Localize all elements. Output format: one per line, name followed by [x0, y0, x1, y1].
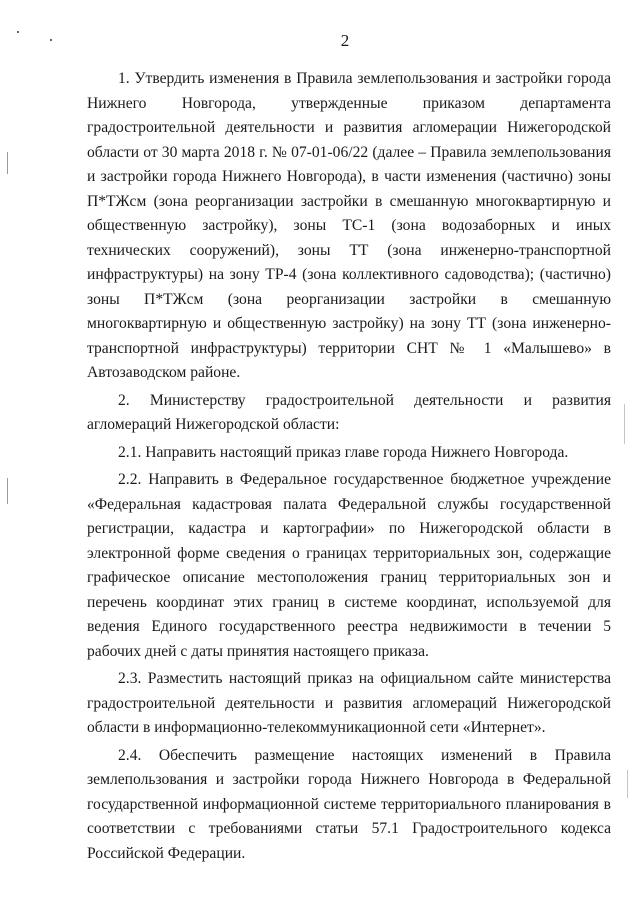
right-edge-speck	[624, 404, 625, 444]
paragraph-1: 1. Утвердить изменения в Правила землепользования и застройки города Нижнего Новгорода, утвержденные приказом департамента градостроительной деятельности и развития агломерации Нижегородской области от 30 марта 2018 г. № 07-01-06/22 (далее – Правила землепользования и застройки города Нижнего Новгорода), в части изменения (частично) зоны П*ТЖсм (зона реорганизации застройки в смешанную многоквартирную и общественную застройку), зоны ТС-1 (зона водозаборных и иных технических сооружений), зоны ТТ (зона инженерно-транспортной инфраструктуры) на зону ТР-4 (зона коллективного садоводства); (частично) зоны П*ТЖсм (зона реорганизации застройки в смешанную многоквартирную и общественную застройку) на зону ТТ (зона инженерно-транспортной инфраструктуры) территории СНТ № 1 «Малышево» в Автозаводском районе.	[87, 70, 611, 381]
document-body	[87, 67, 611, 869]
left-margin-mark	[7, 152, 8, 174]
paragraph-2-1: 2.1. Направить настоящий приказ главе города Нижнего Новгорода.	[118, 443, 569, 461]
right-edge-speck	[627, 770, 628, 798]
paragraph-2-4: 2.4. Обеспечить размещение настоящих изменений в Правила землепользования и застройки города Нижнего Новгорода в Федеральной государственной информационной системе территориального планирования в соответствии с требованиями статьи 57.1 Градостроительного кодекса Российской Федерации.	[87, 746, 611, 862]
paragraph-2-3: 2.3. Разместить настоящий приказ на официальном сайте министерства градостроительной деятельности и развития агломераций Нижегородской области в информационно-телекоммуникационной сети «Интернет».	[87, 670, 611, 736]
paragraph-2: 2. Министерству градостроительной деятельности и развития агломераций Нижегородской области:	[87, 391, 611, 433]
left-margin-mark	[7, 478, 8, 504]
paragraph-2-2: 2.2. Направить в Федеральное государственное бюджетное учреждение «Федеральная кадастровая палата Федеральной службы государственной регистрации, кадастра и картографии» по Нижегородской области в электронной форме сведения о границах территориальных зон, содержащие графическое описание местоположения границ территориальных зон и перечень координат этих границ в системе координат, используемой для ведения Единого государственного реестра недвижимости в течении 5 рабочих дней с даты принятия настоящего приказа.	[87, 471, 611, 660]
page-number: 2	[340, 31, 350, 50]
